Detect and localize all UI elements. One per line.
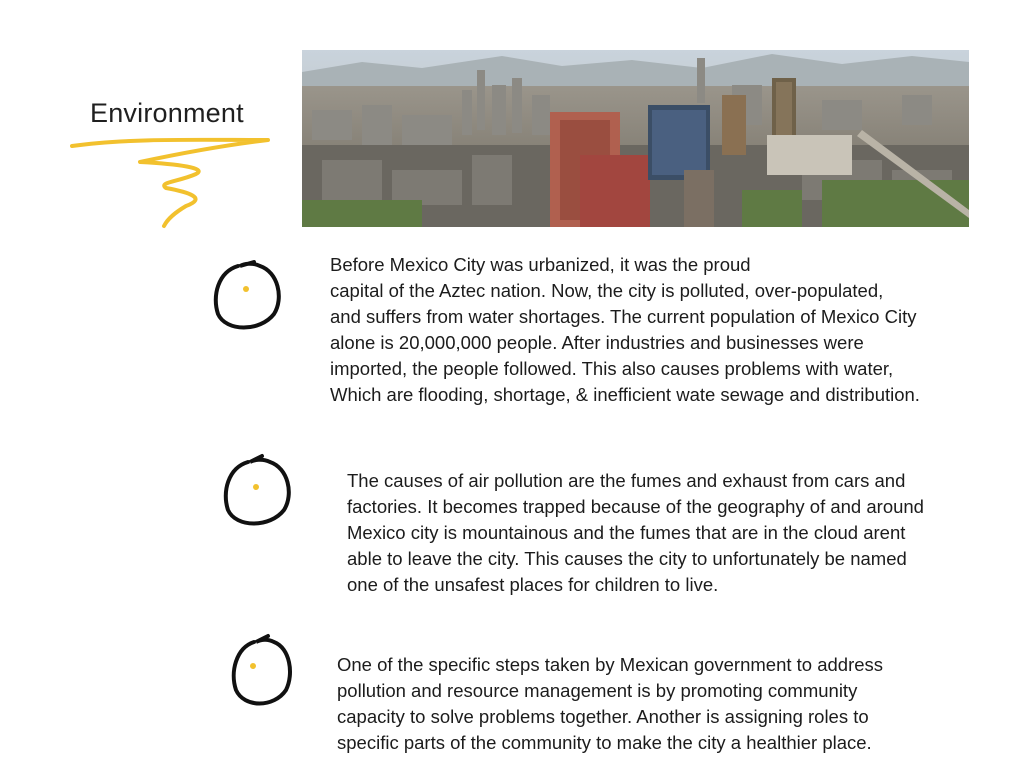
highlighter-scribble bbox=[68, 132, 278, 232]
paragraph-air-pollution: The causes of air pollution are the fumes and exhaust from cars and factories. It becomes trapped because of the geography of and around Mexico city is mountainous and the fumes that are in the cloud arent able to leave the city. This causes the city to unfortunately be named one of the unsafest places for children to live. bbox=[347, 470, 924, 595]
city-skyline-image bbox=[302, 50, 969, 227]
paragraph-government-steps: One of the specific steps taken by Mexican government to address pollution and resource management is by promoting community capacity to solve problems together. Another is assigning roles to specific parts of the community to make the city a healthier place. bbox=[337, 654, 884, 753]
paragraph-urbanization: Before Mexico City was urbanized, it was the proud capital of the Aztec nation. Now, the city is polluted, over-populated, and suffers from water shortages. The current population of Mexico City alone is 20,000,000 people. After industries and businesses were imported, the people followed. This also causes problems with water, Which are flooding, shortage, & inefficient wate sewage and distribution. bbox=[330, 254, 920, 405]
page-title: Environment bbox=[90, 98, 244, 128]
city-skyline-photo bbox=[302, 50, 969, 227]
circle-bullet-1 bbox=[208, 256, 288, 336]
circle-bullet-2 bbox=[218, 452, 298, 532]
circle-bullet-3 bbox=[228, 632, 298, 712]
